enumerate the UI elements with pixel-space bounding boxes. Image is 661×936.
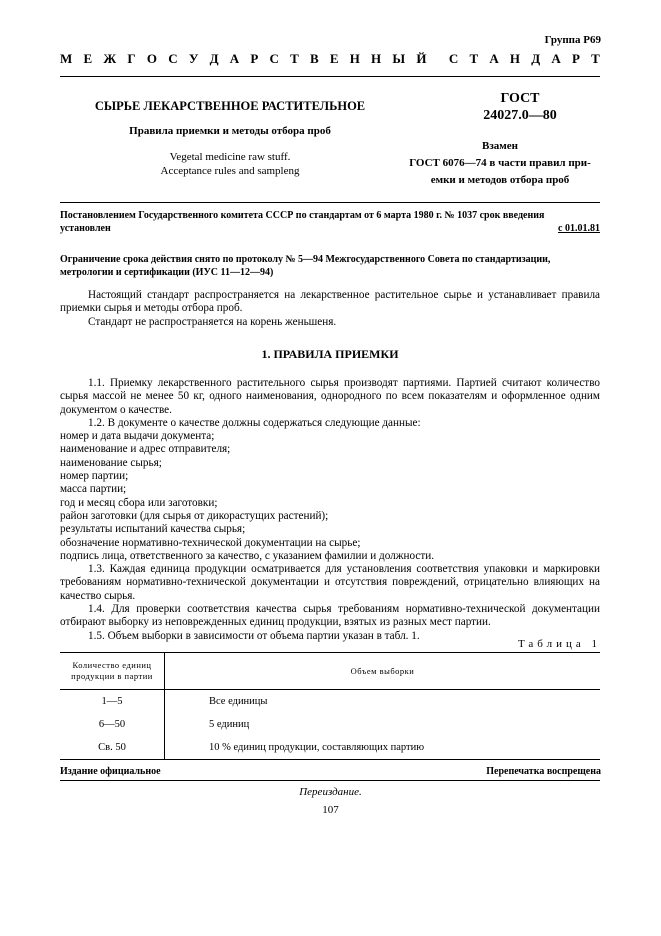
list-item: год и месяц сбора или заготовки; xyxy=(60,496,218,509)
paragraph: 1.4. Для проверки соответствия качества сырья требованиям нормативно-технической документации отбирают выборку из неповрежденных единиц продукции, взятых из разных мест партии. xyxy=(60,603,600,629)
document-subtitle: Правила приемки и методы отбора проб xyxy=(129,125,331,137)
paragraph: Стандарт не распространяется на корень женьшеня. xyxy=(88,315,337,328)
paragraph: 1.3. Каждая единица продукции осматривается для установления соответствия упаковки и маркировки требованиям нормативно-технической документации и отсутствия повреждений, отрицательно влияющих на качество сырья. xyxy=(60,563,600,602)
heading-letter: Й xyxy=(416,51,427,66)
title-block-rule xyxy=(60,202,600,203)
column-header-quantity xyxy=(60,653,165,690)
list-item: подпись лица, ответственного за качество, с указанием фамилии и должности. xyxy=(60,549,434,562)
table-cell: 5 единиц xyxy=(209,719,250,730)
heading-letter: Т xyxy=(469,51,479,66)
heading-letter: С xyxy=(168,51,178,66)
heading-letter: Ы xyxy=(392,51,406,66)
section-body xyxy=(60,377,600,643)
table-row xyxy=(60,690,600,714)
heading-letter: М xyxy=(60,51,73,66)
heading-letter: Т xyxy=(591,51,600,66)
header-line: продукции в партии xyxy=(71,671,153,681)
list-item: наименование сырья; xyxy=(60,456,162,469)
heading-letter: С xyxy=(448,51,459,66)
decree-line: Постановлением Государственного комитета СССР по стандартам от 6 марта 1980 г. № 1037 срок введения xyxy=(60,210,545,221)
paragraph: Настоящий стандарт распространяется на лекарственное растительное сырье и устанавливает правила приемки сырья и методы отбора проб. xyxy=(60,289,600,315)
paragraph: 1.2. В документе о качестве должны содержаться следующие данные: xyxy=(88,416,421,429)
section-heading: 1. ПРАВИЛА ПРИЕМКИ xyxy=(261,347,399,361)
header-rule xyxy=(60,76,600,77)
gost-designation xyxy=(450,90,590,124)
english-title-line: Vegetal medicine raw stuff. xyxy=(169,151,291,163)
paragraph: 1.5. Объем выборки в зависимости от объема партии указан в табл. 1. xyxy=(88,629,420,642)
limit-line: метрологии и сертификации (ИУС 11—12—94) xyxy=(60,267,274,278)
replaces-block xyxy=(400,138,600,189)
english-title-line: Acceptance rules and sampleng xyxy=(160,165,300,177)
heading-letter: Д xyxy=(531,51,541,66)
table-cell: 1—5 xyxy=(60,690,165,714)
reissue-note: Переиздание. xyxy=(299,786,362,798)
limit-line: Ограничение срока действия снято по протоколу № 5—94 Межгосударственного Совета по стандартизации, xyxy=(60,254,551,265)
heading-letter: Н xyxy=(349,51,360,66)
list-item: район заготовки (для сырья от дикорастущих растений); xyxy=(60,509,329,522)
official-edition-label: Издание официальное xyxy=(60,766,161,777)
heading-letter: О xyxy=(146,51,158,66)
table-row xyxy=(60,713,600,736)
heading-letter: Н xyxy=(509,51,521,66)
heading-letter: Е xyxy=(83,51,93,66)
list-item: масса партии; xyxy=(60,483,127,496)
heading-letter: Р xyxy=(572,51,580,66)
list-item: обозначение нормативно-технической документации на сырье; xyxy=(60,536,361,549)
heading-letter: Е xyxy=(329,51,339,66)
limit-block xyxy=(60,253,600,279)
heading-letter: Д xyxy=(209,51,219,66)
decree-block xyxy=(60,209,600,235)
english-title xyxy=(60,150,400,178)
interstate-standard-heading xyxy=(60,51,600,67)
heading-letter: В xyxy=(309,51,319,66)
page-number: 107 xyxy=(322,804,339,816)
document-title: СЫРЬЕ ЛЕКАРСТВЕННОЕ РАСТИТЕЛЬНОЕ xyxy=(94,99,366,113)
heading-letter: Р xyxy=(250,51,259,66)
replaces-line: емки и методов отбора проб xyxy=(430,174,570,186)
list-item: номер партии; xyxy=(60,470,129,483)
gost-number: 24027.0—80 xyxy=(483,108,557,123)
column-header-sample: Объем выборки xyxy=(165,653,601,690)
heading-letter: У xyxy=(188,51,199,66)
list-item: номер и дата выдачи документа; xyxy=(60,430,215,443)
heading-letter: Н xyxy=(371,51,382,66)
table-cell: 10 % единиц продукции, составляющих партию xyxy=(165,736,601,760)
list-item: результаты испытаний качества сырья; xyxy=(60,523,246,536)
heading-letter: А xyxy=(551,51,561,66)
reprint-prohibited-label: Перепечатка воспрещена xyxy=(486,766,601,777)
replaces-label: Взамен xyxy=(482,140,518,152)
table-row xyxy=(60,736,600,760)
heading-letter: Ж xyxy=(103,51,117,66)
table-cell: Св. 50 xyxy=(60,736,165,760)
header-line: Количество единиц xyxy=(72,660,152,670)
heading-letter: Т xyxy=(290,51,299,66)
heading-letter: Г xyxy=(127,51,136,66)
gost-label: ГОСТ xyxy=(500,91,540,106)
paragraph: 1.1. Приемку лекарственного растительного сырья производят партиями. Партией считают количество сырья массой не менее 50 кг, одного наименования, однородного по всем показателям и оформленное одним документом о качестве. xyxy=(60,377,600,416)
heading-letter: А xyxy=(489,51,499,66)
intro-text xyxy=(60,289,600,329)
replaces-line: ГОСТ 6076—74 в части правил при- xyxy=(409,157,591,169)
decree-line: установлен xyxy=(60,223,111,234)
effective-date: с 01.01.81 xyxy=(558,223,600,234)
list-item: наименование и адрес отправителя; xyxy=(60,443,231,456)
heading-letter: С xyxy=(269,51,279,66)
table-cell: 6—50 xyxy=(60,713,165,736)
table-header-row xyxy=(60,653,600,690)
table-cell: Все единицы xyxy=(209,696,268,707)
footer-rule xyxy=(60,780,600,781)
group-code: Группа Р69 xyxy=(544,34,601,46)
heading-letter: А xyxy=(229,51,240,66)
table-caption: Таблица 1 xyxy=(517,638,601,650)
sample-size-table xyxy=(60,652,600,760)
